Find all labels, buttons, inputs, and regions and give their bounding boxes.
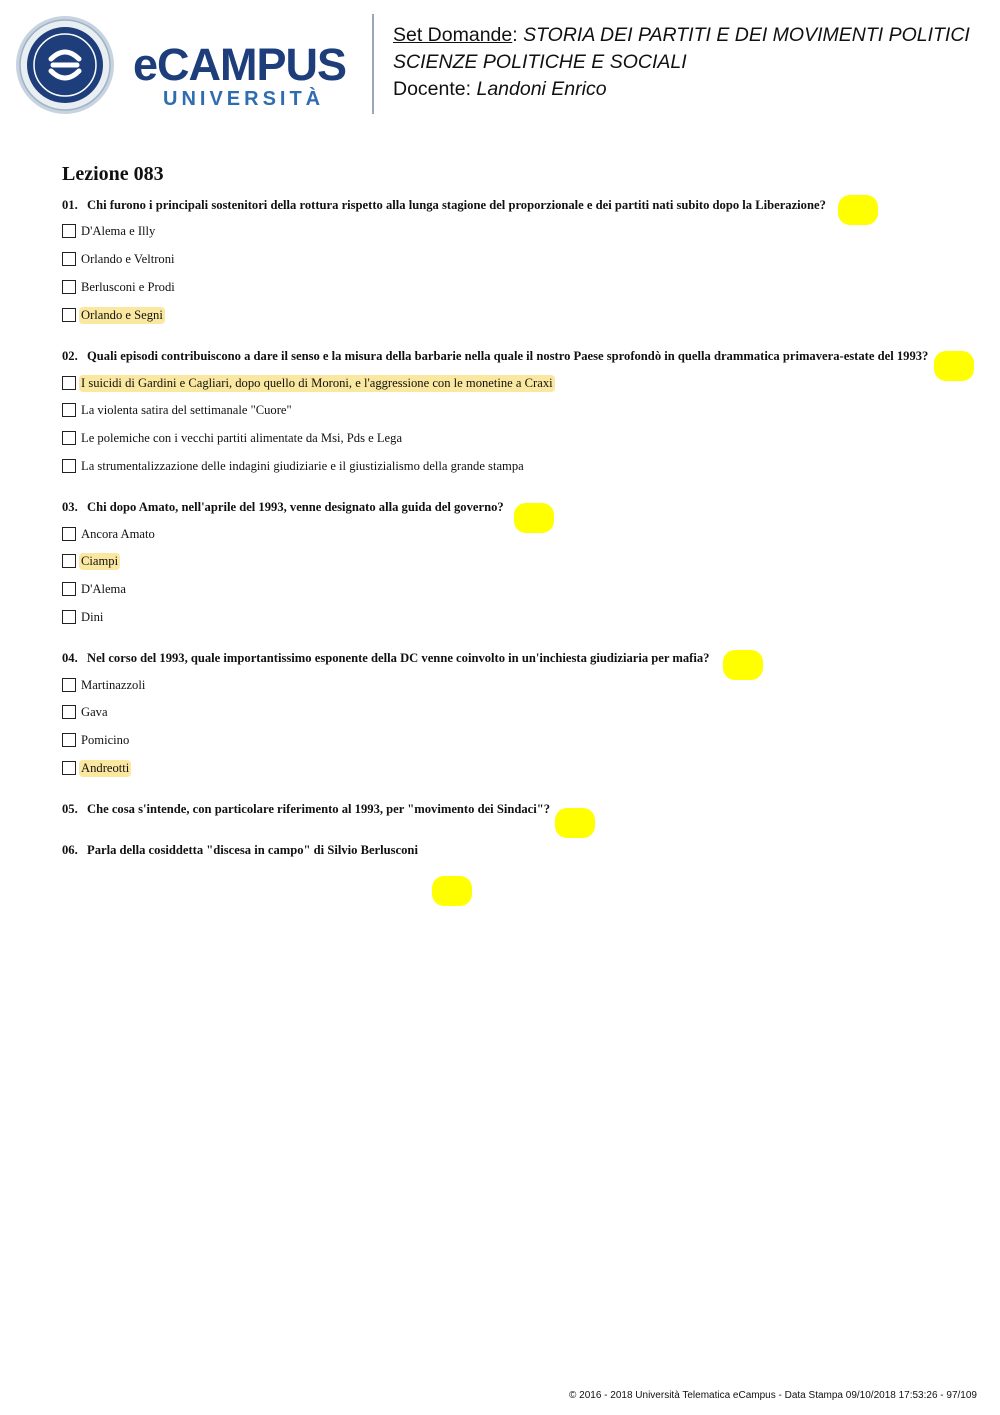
answer-text: Ancora Amato (81, 526, 155, 541)
checkbox[interactable] (62, 224, 76, 238)
logo-main-text: eCAMPUS (133, 39, 347, 90)
university-seal-icon (15, 15, 115, 115)
answer-option-correct[interactable] (62, 759, 131, 777)
docente-name: Landoni Enrico (476, 78, 607, 100)
highlight-marker (432, 876, 472, 906)
checkbox[interactable] (62, 733, 76, 747)
docente-label: Docente: (393, 78, 472, 100)
checkbox[interactable] (62, 376, 76, 390)
checkbox[interactable] (62, 610, 76, 624)
checkbox[interactable] (62, 252, 76, 266)
answer-text: D'Alema (81, 581, 126, 596)
question-number: 04. (62, 651, 78, 665)
question-text: Nel corso del 1993, quale importantissimo esponente della DC venne coinvolto in un'inchiesta giudiziaria per mafia? (87, 651, 710, 665)
answer-option[interactable] (62, 703, 110, 721)
answer-text: Andreotti (81, 760, 130, 775)
checkbox[interactable] (62, 527, 76, 541)
answer-text: D'Alema e Illy (81, 223, 156, 238)
answer-option[interactable] (62, 525, 157, 543)
question-06 (62, 843, 418, 858)
checkbox[interactable] (62, 582, 76, 596)
page-footer: © 2016 - 2018 Università Telematica eCampus - Data Stampa 09/10/2018 17:53:26 - 97/109 (569, 1390, 977, 1401)
question-text: Chi dopo Amato, nell'aprile del 1993, venne designato alla guida del governo? (87, 500, 504, 514)
question-number: 03. (62, 500, 78, 514)
answer-text: Orlando e Veltroni (81, 251, 175, 266)
answer-text: Ciampi (81, 553, 119, 568)
question-number: 01. (62, 198, 78, 212)
answer-option[interactable] (62, 731, 131, 749)
answer-text: Martinazzoli (81, 677, 146, 692)
answer-text: I suicidi di Gardini e Cagliari, dopo quello di Moroni, e l'aggressione con le monetine a Craxi (81, 375, 553, 390)
question-text: Chi furono i principali sostenitori della rottura rispetto alla lunga stagione del proporzionale e dei partiti nati subito dopo la Liberazione? (87, 198, 826, 212)
checkbox[interactable] (62, 761, 76, 775)
logo-wordmark (133, 39, 347, 111)
answer-text: Le polemiche con i vecchi partiti alimentate da Msi, Pds e Lega (81, 430, 403, 445)
question-number: 05. (62, 802, 78, 816)
answer-text: La strumentalizzazione delle indagini giudiziarie e il giustizialismo della grande stampa (81, 458, 524, 473)
question-text: Che cosa s'intende, con particolare riferimento al 1993, per "movimento dei Sindaci"? (87, 802, 550, 816)
question-02 (62, 349, 928, 364)
answer-option[interactable] (62, 429, 404, 447)
docente-line (393, 76, 970, 103)
checkbox[interactable] (62, 705, 76, 719)
set-separator: : (512, 24, 518, 46)
answer-text: La violenta satira del settimanale "Cuore" (81, 402, 292, 417)
question-03 (62, 500, 504, 515)
question-text: Parla della cosiddetta "discesa in campo" di Silvio Berlusconi (87, 843, 418, 857)
question-number: 06. (62, 843, 78, 857)
header-info (393, 22, 970, 103)
answer-option[interactable] (62, 278, 177, 296)
highlight-marker (723, 650, 763, 680)
answer-option[interactable] (62, 457, 526, 475)
question-number: 02. (62, 349, 78, 363)
answer-option[interactable] (62, 222, 157, 240)
answer-text: Pomicino (81, 732, 130, 747)
answer-text: Berlusconi e Prodi (81, 279, 175, 294)
highlight-marker (555, 808, 595, 838)
checkbox[interactable] (62, 459, 76, 473)
checkbox[interactable] (62, 403, 76, 417)
checkbox[interactable] (62, 308, 76, 322)
checkbox[interactable] (62, 280, 76, 294)
checkbox[interactable] (62, 431, 76, 445)
highlight-marker (514, 503, 554, 533)
answer-text: Gava (81, 704, 108, 719)
question-text: Quali episodi contribuiscono a dare il senso e la misura della barbarie nella quale il nostro Paese sprofondò in quella drammatica primavera-estate del 1993? (87, 349, 929, 363)
answer-text: Orlando e Segni (81, 307, 163, 322)
set-title: STORIA DEI PARTITI E DEI MOVIMENTI POLITICI (523, 24, 970, 46)
answer-option-correct[interactable] (62, 374, 555, 392)
question-04 (62, 651, 709, 666)
answer-option[interactable] (62, 608, 105, 626)
answer-option[interactable] (62, 250, 177, 268)
answer-option[interactable] (62, 401, 294, 419)
lesson-title: Lezione 083 (62, 163, 164, 185)
logo-sub-text: UNIVERSITÀ (163, 88, 325, 110)
question-05 (62, 802, 550, 817)
checkbox[interactable] (62, 678, 76, 692)
answer-option[interactable] (62, 580, 128, 598)
question-01 (62, 198, 826, 213)
checkbox[interactable] (62, 554, 76, 568)
set-title-line1 (393, 22, 970, 49)
highlight-marker (838, 195, 878, 225)
answer-text: Dini (81, 609, 104, 624)
answer-option[interactable] (62, 676, 147, 694)
answer-option-correct[interactable] (62, 552, 120, 570)
set-title-line2: SCIENZE POLITICHE E SOCIALI (393, 51, 687, 73)
answer-option-correct[interactable] (62, 306, 165, 324)
set-label: Set Domande (393, 24, 513, 46)
highlight-marker (934, 351, 974, 381)
header-divider (372, 14, 374, 114)
